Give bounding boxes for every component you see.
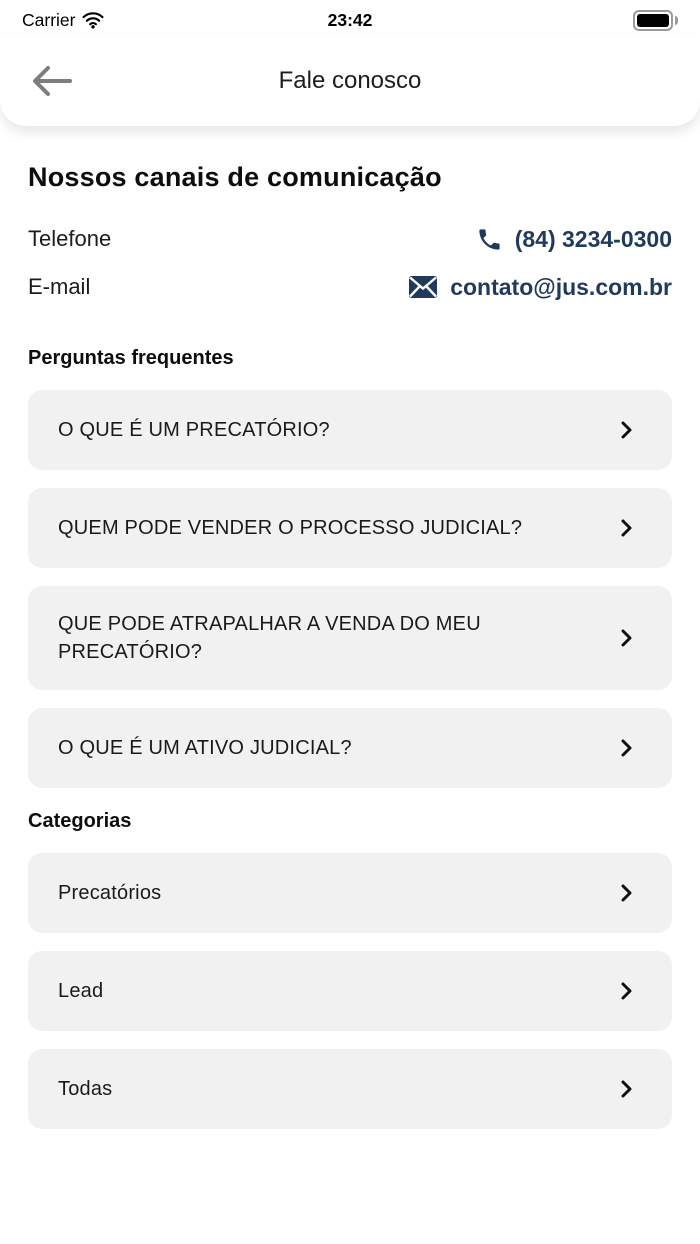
faq-item-label: O QUE É UM ATIVO JUDICIAL? [58, 737, 352, 759]
phone-link[interactable] [476, 226, 672, 253]
email-link[interactable] [408, 274, 672, 301]
faq-item[interactable] [28, 488, 672, 568]
carrier-label: Carrier [22, 9, 76, 30]
chevron-right-icon [614, 626, 638, 650]
category-item[interactable] [28, 1049, 672, 1129]
email-address: contato@jus.com.br [450, 273, 672, 300]
chevron-right-icon [614, 979, 638, 1003]
contact-rows [28, 223, 672, 303]
battery-icon [633, 10, 678, 31]
category-item-label: Todas [58, 1078, 113, 1100]
categories-heading: Categorias [28, 810, 132, 832]
chevron-right-icon [614, 881, 638, 905]
faq-item[interactable] [28, 390, 672, 470]
category-item[interactable] [28, 853, 672, 933]
faq-item-label: O QUE É UM PRECATÓRIO? [58, 419, 330, 441]
faq-item[interactable] [28, 586, 672, 690]
back-button[interactable] [28, 59, 76, 103]
navigation-header [0, 36, 700, 126]
category-item-label: Precatórios [58, 882, 162, 904]
categories-list [28, 853, 672, 1129]
status-carrier-group [22, 10, 104, 31]
main-content [0, 126, 700, 1129]
contact-row-email [28, 271, 672, 303]
faq-item[interactable] [28, 708, 672, 788]
contact-heading: Nossos canais de comunicação [28, 162, 442, 192]
status-bar [0, 0, 700, 36]
phone-label: Telefone [28, 226, 112, 251]
page-title: Fale conosco [278, 67, 422, 94]
faq-item-label: QUEM PODE VENDER O PROCESSO JUDICIAL? [58, 517, 523, 539]
faq-list [28, 390, 672, 788]
faq-item-label: QUE PODE ATRAPALHAR A VENDA DO MEU PRECATÓRIO? [58, 613, 481, 663]
envelope-icon [408, 275, 438, 299]
email-label: E-mail [28, 274, 91, 299]
chevron-right-icon [614, 736, 638, 760]
chevron-right-icon [614, 418, 638, 442]
chevron-right-icon [614, 1077, 638, 1101]
chevron-right-icon [614, 516, 638, 540]
category-item[interactable] [28, 951, 672, 1031]
faq-heading: Perguntas frequentes [28, 347, 234, 369]
category-item-label: Lead [58, 980, 104, 1002]
back-arrow-icon [31, 63, 73, 99]
status-time: 23:42 [327, 9, 373, 30]
phone-number: (84) 3234-0300 [514, 225, 672, 252]
contact-row-phone [28, 223, 672, 255]
wifi-icon [82, 11, 104, 29]
phone-icon [476, 226, 503, 253]
